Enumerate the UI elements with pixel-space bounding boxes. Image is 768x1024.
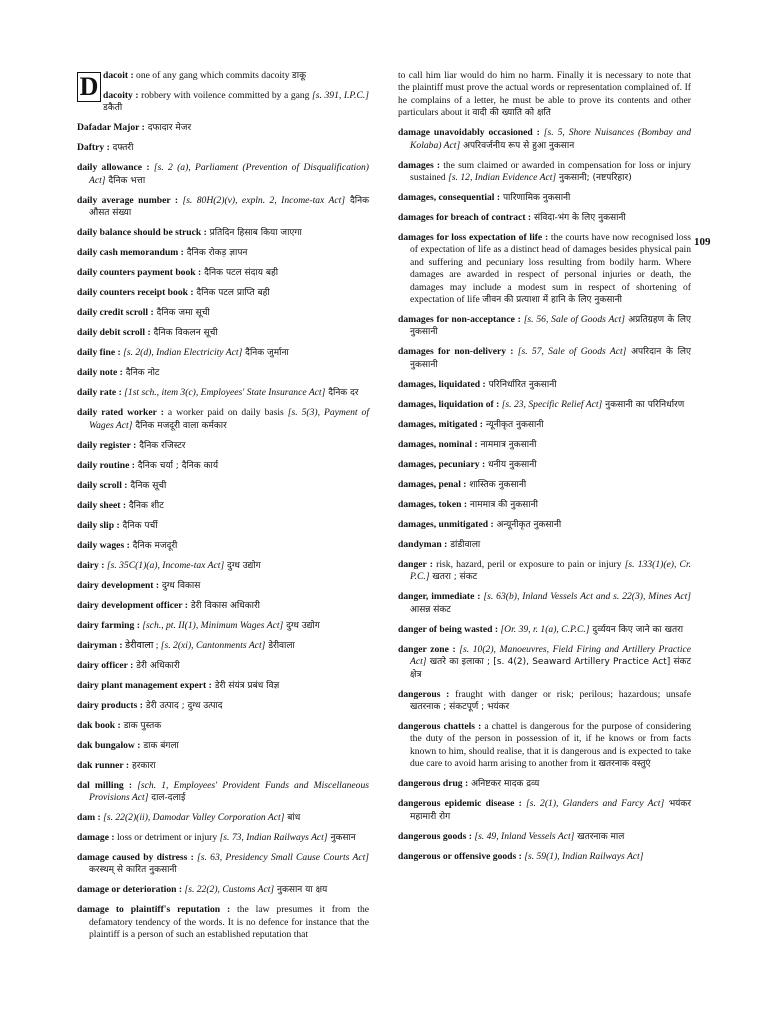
entry-headword: damages for loss expectation of life : — [398, 232, 549, 244]
entry-hindi-equivalent: डाकू — [291, 71, 306, 81]
entry-source-citation: [s. 22(2), Customs Act] — [184, 884, 275, 896]
entry-hindi-equivalent: परिनिर्धारित नुकसानी — [485, 379, 557, 390]
entry-headword: danger : — [398, 558, 433, 570]
dictionary-entry — [77, 70, 369, 82]
dictionary-entry — [77, 90, 369, 115]
entry-headword: daily cash memorandum : — [77, 247, 184, 259]
dictionary-entry — [77, 832, 369, 844]
entry-hindi-equivalent: खतरा ; संकट — [429, 572, 478, 583]
dictionary-entry — [77, 760, 369, 772]
entry-hindi-equivalent: नुकसान — [327, 833, 356, 844]
dictionary-entry — [398, 559, 691, 584]
dictionary-entry — [77, 852, 369, 877]
entry-source-citation: [s. 56, Sale of Goods Act] — [523, 314, 626, 326]
entry-headword: dairy plant management expert : — [77, 679, 212, 691]
entry-source-citation: [s. 2(d), Indian Electricity Act] — [123, 347, 243, 359]
dictionary-entry — [77, 780, 369, 805]
entry-hindi-equivalent: दैनिक जमा सूची — [153, 308, 210, 319]
entry-source-citation: [1st sch., item 3(c), Employees' State Insurance Act] — [124, 387, 326, 399]
dictionary-entry — [398, 721, 691, 771]
dictionary-entry — [398, 499, 691, 511]
entry-headword: dandyman : — [398, 538, 448, 550]
entry-headword: damages, liquidation of : — [398, 398, 500, 410]
entry-hindi-equivalent: डेरी उत्पाद ; दुग्ध उत्पाद — [142, 700, 223, 711]
dictionary-entry — [398, 591, 691, 616]
entry-headword: danger of being wasted : — [398, 623, 499, 635]
entry-headword: damages, unmitigated : — [398, 518, 494, 530]
entry-source-citation: [Or. 39, r. 1(a), C.P.C.] — [500, 623, 590, 635]
entry-hindi-equivalent: संविदा-भंग के लिए नुकसानी — [531, 213, 626, 224]
entry-source-citation: [s. 49, Inland Vessels Act] — [474, 830, 575, 842]
entry-hindi-equivalent: डेरी विकास अधिकारी — [187, 600, 261, 611]
entry-hindi-equivalent: करस्थम् से कारित नुकसानी — [89, 865, 177, 876]
entry-headword: daily rate : — [77, 387, 122, 399]
entry-headword: daily wages : — [77, 539, 130, 551]
dictionary-entry — [77, 195, 369, 220]
entry-source-citation: [sch., pt. II(1), Minimum Wages Act] — [142, 619, 284, 631]
entry-hindi-equivalent: दैनिक पटल प्राप्ति बही — [193, 288, 270, 299]
dictionary-entry — [398, 70, 691, 120]
dictionary-entry — [77, 560, 369, 572]
dictionary-entry — [77, 387, 369, 399]
entry-headword: dairy farming : — [77, 619, 140, 631]
entry-headword: dairy products : — [77, 699, 143, 711]
entry-headword: damage or deterioration : — [77, 884, 183, 896]
entry-headword: damages for breach of contract : — [398, 212, 532, 224]
dictionary-entry — [77, 162, 369, 187]
dictionary-entry — [77, 122, 369, 134]
entry-definition: the courts have now recognised loss of expectation of life as a distinct head of damages besides physical pain and suffering and pecuniary loss resulting from bodily harm. Where damages are awarded in respect of personal injuries or death, the damages may include a modest sum in respect of shortening of expectation of life — [410, 232, 691, 306]
dictionary-entry — [398, 419, 691, 431]
entry-hindi-equivalent: खतरनाक ; संकटपूर्ण ; भयंकर — [410, 701, 510, 712]
entry-hindi-equivalent: अप्रतिग्रहण के लिए नुकसानी — [410, 315, 691, 338]
dictionary-entry — [398, 798, 691, 823]
entry-definition: the law presumes it from the defamatory tendency of the words. It is no defence for instance that the plaintiff is a person of such an established reputation that — [89, 904, 370, 941]
dictionary-entry — [77, 620, 369, 632]
entry-hindi-equivalent: दैनिक मजदूरी — [129, 540, 178, 551]
entry-headword: dangerous drug : — [398, 778, 469, 790]
dictionary-entry — [77, 660, 369, 672]
dictionary-entry — [77, 500, 369, 512]
entry-hindi-equivalent: डाक पुस्तक — [120, 720, 162, 731]
entry-headword: daily rated worker : — [77, 407, 164, 419]
entry-headword: damages, nominal : — [398, 438, 478, 450]
entry-hindi-equivalent: डेरीवाला — [265, 640, 295, 651]
entry-hindi-equivalent: दैनिक मजदूरी वाला कर्मकार — [132, 420, 227, 431]
entry-headword: dak runner : — [77, 759, 130, 771]
entry-source-citation: [s. 5(3), Payment of Wages Act] — [89, 407, 370, 431]
entry-hindi-equivalent: अनिष्टकर मादक द्रव्य — [468, 779, 540, 790]
dictionary-entry — [77, 460, 369, 472]
entry-definition: one of any gang which commits dacoity — [133, 70, 292, 81]
entry-hindi-equivalent: दाल-दलाई — [148, 793, 186, 804]
entry-headword: damages : — [398, 159, 441, 171]
entry-headword: daily credit scroll : — [77, 307, 154, 319]
entry-hindi-equivalent: आसन्न संकट — [410, 604, 451, 615]
entry-hindi-equivalent: नाममात्र की नुकसानी — [467, 499, 538, 510]
dictionary-entry — [77, 142, 369, 154]
dictionary-entry — [398, 212, 691, 224]
entry-headword: dal milling : — [77, 779, 133, 791]
entry-headword: dak book : — [77, 719, 121, 731]
entry-hindi-equivalent: अन्यूनीकृत नुकसानी — [493, 519, 562, 530]
dictionary-entry — [398, 192, 691, 204]
entry-definition: डेरीवाला ; — [122, 639, 161, 651]
entry-hindi-equivalent: डेरी अधिकारी — [133, 660, 180, 671]
entry-hindi-equivalent: दुग्ध उद्योग — [283, 620, 320, 631]
entry-hindi-equivalent: नुकसान या क्षय — [274, 885, 328, 896]
entry-headword: daily allowance : — [77, 162, 150, 174]
entry-hindi-equivalent: प्रतिदिन हिसाब किया जाएगा — [206, 228, 302, 239]
entry-source-citation: [s. 23, Specific Relief Act] — [501, 398, 603, 410]
entry-hindi-equivalent: बांध — [284, 813, 301, 824]
entry-hindi-equivalent: नाममात्र नुकसानी — [477, 439, 537, 450]
dictionary-entry — [77, 720, 369, 732]
entry-hindi-equivalent: दैनिक विकलन सूची — [150, 328, 218, 339]
dictionary-entry — [398, 831, 691, 843]
entry-headword: dak bungalow : — [77, 739, 141, 751]
entry-hindi-equivalent: अपरिदान के लिए नुकसानी — [410, 347, 692, 370]
dictionary-entry — [77, 884, 369, 896]
entry-hindi-equivalent: जीवन की प्रत्याशा में हानि के लिए नुकसानी — [482, 295, 622, 306]
dictionary-entry — [398, 539, 691, 551]
entry-headword: danger, immediate : — [398, 591, 481, 603]
entry-headword: damages, penal : — [398, 478, 467, 490]
dictionary-entry — [398, 778, 691, 790]
entry-hindi-equivalent: पारिणामिक नुकसानी — [500, 193, 571, 204]
dictionary-entry — [77, 440, 369, 452]
dictionary-entry — [77, 580, 369, 592]
entry-headword: damage caused by distress : — [77, 852, 194, 864]
entry-headword: dairy officer : — [77, 659, 134, 671]
entry-hindi-equivalent: दैनिक रजिस्टर — [136, 440, 186, 451]
entry-hindi-equivalent: शास्तिक नुकसानी — [466, 479, 527, 490]
entry-headword: daily routine : — [77, 459, 135, 471]
entry-hindi-equivalent: दैनिक पर्ची — [119, 520, 158, 531]
entry-headword: dairy : — [77, 559, 105, 571]
dictionary-entry — [77, 267, 369, 279]
entry-hindi-equivalent: दैनिक चर्या ; दैनिक कार्य — [134, 460, 219, 471]
entry-headword: daily debit scroll : — [77, 327, 151, 339]
entry-headword: daily counters payment book : — [77, 267, 202, 279]
dictionary-entry — [77, 227, 369, 239]
entry-hindi-equivalent: अपरिवर्जनीय रूप से हुआ नुकसान — [460, 140, 575, 151]
entry-source-citation: [s. 2(xi), Cantonments Act] — [160, 639, 266, 651]
entry-headword: dam : — [77, 812, 101, 824]
entry-headword: dairy development officer : — [77, 599, 188, 611]
entry-definition: a worker paid on daily basis — [163, 407, 288, 419]
dictionary-entry — [77, 700, 369, 712]
entry-definition: risk, hazard, peril or exposure to pain or injury — [433, 558, 625, 570]
entry-definition: fraught with danger or risk; perilous; hazardous; unsafe — [449, 688, 692, 700]
dictionary-entry — [398, 439, 691, 451]
entry-headword: damages, token : — [398, 498, 468, 510]
entry-headword: dangerous goods : — [398, 830, 472, 842]
entry-headword: damages, mitigated : — [398, 418, 483, 430]
entry-source-citation: [sch. 1, Employees' Provident Funds and Miscellaneous Provisions Act] — [89, 779, 370, 804]
dictionary-entry — [77, 904, 369, 941]
entry-headword: dacoity : — [103, 90, 139, 101]
entry-hindi-equivalent: दुग्ध उद्योग — [224, 560, 261, 571]
entry-source-citation: [s. 22(2)(ii), Damodar Valley Corporation Act] — [103, 812, 285, 824]
dictionary-entry — [77, 327, 369, 339]
entry-headword: damage unavoidably occasioned : — [398, 127, 540, 139]
right-column — [398, 70, 691, 871]
entry-source-citation: [s. 2 (a), Parliament (Prevention of Disqualification) Act] — [89, 162, 369, 186]
dictionary-entry — [77, 247, 369, 259]
dictionary-entry — [398, 519, 691, 531]
entry-definition: the sum claimed or awarded in compensation for loss or injury sustained — [410, 159, 691, 184]
dictionary-entry — [77, 520, 369, 532]
dictionary-entry — [398, 644, 691, 681]
dictionary-entry — [77, 287, 369, 299]
dictionary-entry — [398, 314, 691, 339]
entry-headword: dangerous epidemic disease : — [398, 798, 522, 810]
entry-hindi-equivalent: दैनिक दर — [325, 388, 359, 399]
entry-hindi-equivalent: खतरनाक माल — [574, 831, 625, 842]
dictionary-entry — [77, 812, 369, 824]
dictionary-entry — [77, 307, 369, 319]
dictionary-entry — [77, 540, 369, 552]
dictionary-entry — [77, 480, 369, 492]
dictionary-entry — [398, 160, 691, 185]
entry-source-citation: [s. 63, Presidency Small Cause Courts Act] — [197, 852, 369, 864]
entry-hindi-equivalent: दैनिक नोट — [122, 368, 160, 379]
entry-source-citation: [s. 80H(2)(v), expln. 2, Income-tax Act] — [182, 194, 346, 206]
dictionary-entry — [77, 367, 369, 379]
entry-hindi-equivalent: दैनिक रोकड़ ज्ञापन — [183, 248, 248, 259]
dictionary-entry — [398, 624, 691, 636]
entry-source-citation: [s. 57, Sale of Goods Act] — [517, 346, 627, 358]
entry-hindi-equivalent: डांडीवाला — [447, 539, 481, 550]
entry-headword: dairyman : — [77, 639, 123, 651]
dictionary-entry — [77, 640, 369, 652]
entry-headword: damages for non-acceptance : — [398, 314, 521, 326]
entry-definition: to call him liar would do him no harm. Finally it is necessary to note that the plaintiff must prove the actual words or representation complained of. If he complains of a letter, he must be able to prove its contents and other particulars about it — [398, 70, 691, 119]
entry-headword: daily slip : — [77, 519, 120, 531]
entry-definition: a chattel is dangerous for the purpose of considering the duty of the person in possession of it, if he knows or from facts known to him, should realise, that it is dangerous and is expected to take due care to avoid harm arising to another from it — [410, 720, 691, 770]
left-column — [77, 70, 369, 949]
entry-headword: dangerous or offensive goods : — [398, 850, 522, 862]
entry-headword: damages for non-delivery : — [398, 346, 514, 358]
entry-hindi-equivalent: दुग्ध विकास — [159, 580, 201, 591]
dictionary-entry — [77, 347, 369, 359]
entry-hindi-equivalent: न्यूनीकृत नुकसानी — [483, 419, 544, 430]
entry-hindi-equivalent: खतरे का इलाका ; [s. 4(2), Seaward Artillery Practice Act] संकट क्षेत्र — [410, 657, 691, 680]
entry-headword: Daftry : — [77, 142, 110, 154]
dictionary-entry — [398, 399, 691, 411]
entry-hindi-equivalent: दैनिक शीट — [126, 500, 164, 511]
dictionary-entry — [77, 407, 369, 432]
entry-hindi-equivalent: धनीय नुकसानी — [485, 459, 537, 470]
entry-headword: Dafadar Major : — [77, 122, 145, 134]
entry-source-citation: [s. 35C(1)(a), Income-tax Act] — [106, 559, 225, 571]
entry-hindi-equivalent: दुर्व्ययन किए जाने का खतरा — [589, 624, 684, 635]
entry-headword: damage : — [77, 832, 115, 844]
entry-source-citation: [s. 391, I.P.C.] — [312, 90, 369, 101]
entry-headword: dairy development : — [77, 579, 160, 591]
entry-hindi-equivalent: दैनिक औसत संख्या — [89, 195, 369, 219]
entry-hindi-equivalent: हरकारा — [129, 760, 156, 771]
entry-source-citation: [s. 73, Indian Railways Act] — [219, 832, 328, 844]
dictionary-entry — [398, 851, 691, 863]
dictionary-entry — [77, 740, 369, 752]
dictionary-entry — [398, 479, 691, 491]
entry-hindi-equivalent: दैनिक सूची — [127, 480, 167, 491]
entry-hindi-equivalent: नुकसानी का परिनिर्धारण — [602, 399, 685, 410]
entry-hindi-equivalent: डेरी संयंत्र प्रबंध विज्ञ — [211, 680, 280, 691]
entry-headword: danger zone : — [398, 643, 456, 655]
entry-headword: daily note : — [77, 367, 123, 379]
entry-headword: daily register : — [77, 439, 137, 451]
dictionary-entry — [398, 459, 691, 471]
entry-hindi-equivalent: वादी की ख्याति को क्षति — [472, 108, 551, 119]
entry-source-citation: [s. 133(1)(e), Cr. P.C.] — [410, 558, 692, 583]
dictionary-entry — [398, 232, 691, 306]
entry-hindi-equivalent: दफादार मेजर — [144, 123, 192, 134]
entry-headword: daily average number : — [77, 194, 179, 206]
entry-definition: loss or detriment or injury — [114, 832, 220, 844]
dictionary-entry — [398, 346, 691, 371]
entry-headword: daily scroll : — [77, 479, 128, 491]
entry-hindi-equivalent: खतरनाक वस्तुएं — [598, 759, 651, 770]
entry-hindi-equivalent: दफ्तरी — [109, 143, 134, 154]
entry-source-citation: [s. 63(b), Inland Vessels Act and s. 22(3), Mines Act] — [483, 591, 691, 603]
drop-cap-letter: D — [77, 72, 101, 102]
entry-headword: damage to plaintiff's reputation : — [77, 904, 231, 916]
entry-source-citation: [s. 10(2), Manoeuvres, Field Firing and Artillery Practice Act] — [410, 643, 692, 668]
entry-hindi-equivalent: दैनिक पटल संदाय बही — [201, 268, 279, 279]
entry-headword: daily fine : — [77, 347, 121, 359]
entry-hindi-equivalent: नुकसानी; (नष्टपरिहार) — [556, 173, 632, 184]
entry-headword: damages, pecuniary : — [398, 458, 486, 470]
entry-source-citation: [s. 59(1), Indian Railways Act] — [524, 850, 644, 862]
entry-source-citation: [s. 2(1), Glanders and Farcy Act] — [526, 798, 665, 810]
dictionary-entry — [398, 379, 691, 391]
entry-headword: daily balance should be struck : — [77, 227, 207, 239]
entry-definition: robbery with voilence committed by a gang — [138, 90, 313, 101]
entry-hindi-equivalent: डकैती — [103, 103, 123, 114]
dictionary-entry — [398, 127, 691, 152]
entry-headword: dangerous : — [398, 688, 450, 700]
entry-hindi-equivalent: दैनिक जुर्माना — [242, 348, 289, 359]
dictionary-entry — [77, 680, 369, 692]
dictionary-entry — [398, 689, 691, 714]
entry-headword: dangerous chattels : — [398, 720, 482, 732]
entry-source-citation: [s. 5, Shore Nuisances (Bombay and Kolaba) Act] — [410, 127, 691, 151]
entry-hindi-equivalent: भयंकर महामारी रोग — [410, 799, 691, 822]
entry-headword: damages, liquidated : — [398, 378, 486, 390]
entry-headword: daily counters receipt book : — [77, 287, 194, 299]
page-number: 109 — [694, 236, 711, 248]
entry-headword: damages, consequential : — [398, 192, 501, 204]
entry-hindi-equivalent: दैनिक भत्ता — [105, 175, 146, 186]
entry-headword: daily sheet : — [77, 499, 127, 511]
dictionary-entry — [77, 600, 369, 612]
entry-hindi-equivalent: डाक बंगला — [140, 740, 179, 751]
entry-source-citation: [s. 12, Indian Evidence Act] — [448, 172, 557, 184]
entry-headword: dacoit : — [103, 70, 134, 81]
